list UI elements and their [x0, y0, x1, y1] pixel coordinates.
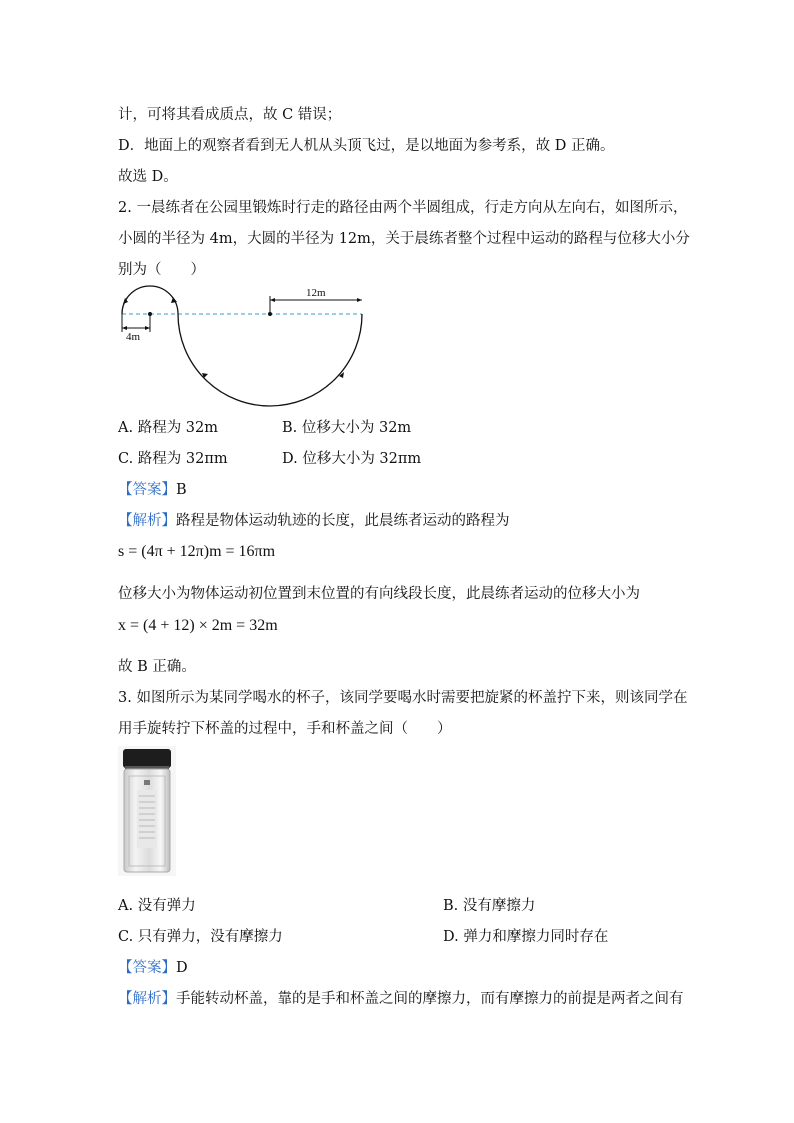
intro-line-3: 故选 D。 [118, 169, 178, 185]
q2-conclusion: 故 B 正确。 [118, 659, 196, 675]
small-radius-label: 4m [126, 331, 141, 343]
q2-stem-line-1: 2. 一晨练者在公园里锻炼时行走的路径由两个半圆组成，行走方向从左向右，如图所示， [118, 200, 688, 216]
large-center-dot [268, 312, 272, 316]
q2-option-d: D. 位移大小为 32πm [282, 451, 422, 467]
q3-option-d: D. 弹力和摩擦力同时存在 [443, 929, 609, 945]
q3-option-a: A. 没有弹力 [118, 898, 196, 914]
q2-option-b: B. 位移大小为 32m [282, 420, 412, 436]
q2-analysis-line-1 [118, 509, 510, 530]
q2-analysis-text-1: 路程是物体运动轨迹的长度，此晨练者运动的路程为 [176, 513, 510, 529]
q2-stem-line-3: 别为（ ） [118, 262, 205, 278]
intro-line-1: 计，可将其看成质点，故 C 错误； [118, 107, 342, 123]
q3-option-c: C. 只有弹力，没有摩擦力 [118, 929, 283, 945]
q3-stem-line-2: 用手旋转拧下杯盖的过程中，手和杯盖之间（ ） [118, 721, 452, 737]
q3-analysis-tag: 【解析】 [118, 991, 176, 1007]
q2-answer-value: B [176, 482, 187, 498]
arrow-2 [171, 297, 177, 303]
q2-stem-line-2: 小圆的半径为 4m，大圆的半径为 12m，关于晨练者整个过程中运动的路程与位移大小分 [118, 231, 690, 247]
q2-answer-tag: 【答案】 [118, 482, 176, 498]
q2-analysis-line-2: 位移大小为物体运动初位置到末位置的有向线段长度，此晨练者运动的位移大小为 [118, 586, 640, 602]
q2-formula-2: x = (4 + 12) × 2m = 32m [118, 617, 278, 634]
q3-stem-line-1: 3. 如图所示为某同学喝水的杯子，该同学要喝水时需要把旋紧的杯盖拧下来，则该同学在 [118, 690, 688, 706]
arrow-1 [123, 298, 128, 304]
q2-answer [118, 478, 187, 499]
q3-answer [118, 956, 188, 977]
q3-answer-tag: 【答案】 [118, 960, 176, 976]
q3-analysis-line-1 [118, 987, 684, 1008]
q2-option-a: A. 路程为 32m [118, 420, 218, 436]
q3-analysis-text-1: 手能转动杯盖，靠的是手和杯盖之间的摩擦力，而有摩擦力的前提是两者之间有 [176, 991, 684, 1007]
small-semicircle [122, 286, 178, 314]
large-semicircle [178, 314, 362, 406]
bottle-cap [123, 749, 171, 768]
water-bottle-photo [118, 746, 176, 876]
q3-answer-value: D [176, 960, 188, 976]
q3-option-b: B. 没有摩擦力 [443, 898, 536, 914]
q2-analysis-tag: 【解析】 [118, 513, 176, 529]
intro-line-2: D．地面上的观察者看到无人机从头顶飞过，是以地面为参考系，故 D 正确。 [118, 138, 615, 154]
q2-option-c: C. 路程为 32πm [118, 451, 228, 467]
q2-formula-1: s = (4π + 12π)m = 16πm [118, 543, 276, 560]
q2-path-figure [112, 284, 372, 410]
small-center-dot [148, 312, 152, 316]
large-radius-label: 12m [306, 287, 326, 299]
